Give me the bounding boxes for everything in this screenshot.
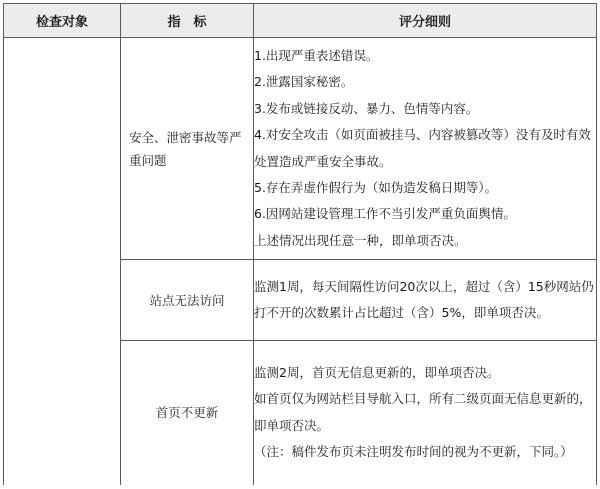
rule-line: 2.泄露国家秘密。 [254,74,354,90]
rule-line: 上述情况出现任意一种，即单项否决。 [254,232,467,248]
rule-line: 3.发布或链接反动、暴力、色情等内容。 [254,100,479,116]
indicator-cell: 站点无法访问 [121,260,254,341]
indicator-cell: 首页不更新 [121,341,254,485]
table-row [4,38,597,260]
header-row [4,4,597,38]
rule-line: 6.因网站建设管理工作不当引发严重负面舆情。 [254,206,516,222]
rules-cell [254,341,597,485]
header-scoring-rules: 评分细则 [254,4,597,38]
evaluation-table [3,3,597,485]
indicator-cell: 安全、泄密事故等严重问题 [121,38,254,260]
check-object-cell [4,38,121,485]
rule-line: 监测1周，每天间隔性访问20次以上，超过（含）15秒网站仍打不开的次数累计占比超过（含）5%，即单项否决。 [254,278,594,320]
rule-line: 1.出现严重表述错误。 [254,47,379,63]
rule-line: 监测2周，首页无信息更新的，即单项否决。 [254,364,500,380]
rule-line: 5.存在弄虚作假行为（如伪造发稿日期等）。 [254,179,498,195]
rules-cell [254,260,597,341]
header-check-object: 检查对象 [4,4,121,38]
rules-cell [254,38,597,260]
header-indicator: 指 标 [121,4,254,38]
rule-line: 4.对安全攻击（如页面被挂马、内容被篡改等）没有及时有效处置造成严重安全事故。 [254,127,591,169]
rule-line: （注：稿件发布页未注明发布时间的视为不更新，下同。） [254,444,573,460]
rule-line: 如首页仅为网站栏目导航入口，所有二级页面无信息更新的，即单项否决。 [254,391,592,433]
